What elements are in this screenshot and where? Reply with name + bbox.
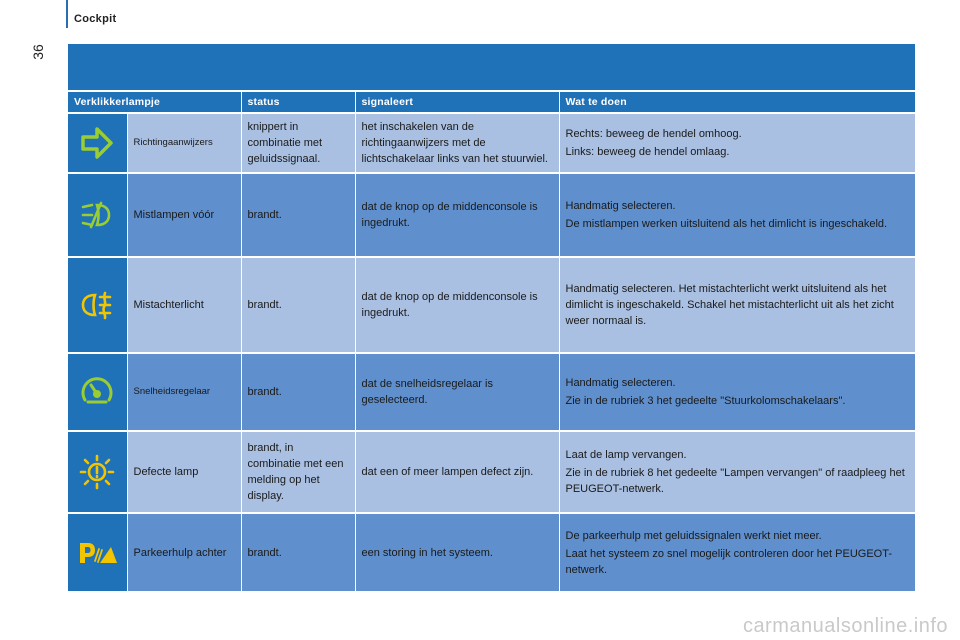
- table-row: [68, 431, 915, 513]
- lamp-status: brandt.: [241, 513, 355, 591]
- table-banner: [68, 44, 915, 90]
- lamp-status: brandt.: [241, 353, 355, 431]
- parking-sensor-fault-icon: [75, 533, 119, 573]
- page-number: 36: [29, 44, 46, 60]
- table-header-row: [68, 91, 915, 113]
- lamp-status: brandt.: [241, 257, 355, 353]
- lamp-signals: dat een of meer lampen defect zijn.: [355, 431, 559, 513]
- action-line: Handmatig selecteren.: [565, 200, 676, 212]
- col-header-lamp: Verklikkerlampje: [68, 91, 241, 113]
- lamp-name: Parkeerhulp achter: [127, 513, 241, 591]
- table-row: [68, 513, 915, 591]
- action-line: Laat het systeem zo snel mogelijk controleren door het PEUGEOT-netwerk.: [565, 547, 892, 576]
- col-header-status: status: [241, 91, 355, 113]
- lamp-icon-cell: [68, 257, 127, 353]
- warning-lamp-table: [68, 90, 916, 591]
- lamp-icon-cell: [68, 513, 127, 591]
- table-row: [68, 257, 915, 353]
- cruise-control-icon: [77, 372, 117, 412]
- action-line: Laat de lamp vervangen.: [565, 449, 687, 461]
- action-line: Zie in de rubriek 3 het gedeelte "Stuurkolomschakelaars".: [565, 395, 846, 407]
- lamp-icon-cell: [68, 353, 127, 431]
- lamp-status: knippert in combinatie met geluidssignaal.: [241, 113, 355, 173]
- lamp-signals: dat de knop op de middenconsole is ingedrukt.: [355, 173, 559, 257]
- table-row: [68, 173, 915, 257]
- lamp-signals: dat de snelheidsregelaar is geselecteerd.: [355, 353, 559, 431]
- action-line: De parkeerhulp met geluidssignalen werkt niet meer.: [565, 529, 822, 542]
- action-line: Rechts: beweeg de hendel omhoog.: [565, 128, 742, 140]
- lamp-name: Defecte lamp: [127, 431, 241, 513]
- watermark: carmanualsonline.info: [742, 615, 948, 637]
- col-header-signals: signaleert: [355, 91, 559, 113]
- lamp-signals: het inschakelen van de richtingaanwijzers met de lichtschakelaar links van het stuurwiel.: [355, 113, 559, 173]
- lamp-status: brandt.: [241, 173, 355, 257]
- lamp-action: [559, 113, 915, 173]
- lamp-icon-cell: [68, 173, 127, 257]
- action-line: Handmatig selecteren. Het mistachterlicht werkt uitsluitend als het dimlicht is ingeschakeld. Schakel het mistachterlicht uit als het zicht weer normaal is.: [565, 283, 894, 327]
- section-title: Cockpit: [74, 13, 117, 25]
- lamp-action: [559, 173, 915, 257]
- action-line: De mistlampen werken uitsluitend als het dimlicht is ingeschakeld.: [565, 218, 888, 230]
- front-fog-lamp-icon: [77, 195, 117, 235]
- lamp-name: Richtingaanwijzers: [127, 113, 241, 173]
- lamp-signals: dat de knop op de middenconsole is ingedrukt.: [355, 257, 559, 353]
- direction-indicator-icon: [77, 123, 117, 163]
- lamp-name: Mistachterlicht: [127, 257, 241, 353]
- lamp-status: brandt, in combinatie met een melding op het display.: [241, 431, 355, 513]
- table-row: [68, 113, 915, 173]
- lamp-name: Mistlampen vóór: [127, 173, 241, 257]
- lamp-icon-cell: [68, 431, 127, 513]
- action-line: Zie in de rubriek 8 het gedeelte "Lampen vervangen" of raadpleeg het PEUGEOT-netwerk.: [565, 467, 905, 495]
- lamp-action: [559, 353, 915, 431]
- lamp-icon-cell: [68, 113, 127, 173]
- warning-lamp-table-wrap: [68, 44, 915, 591]
- page-rule: [66, 0, 68, 28]
- lamp-action: [559, 431, 915, 513]
- lamp-action: [559, 257, 915, 353]
- table-row: [68, 353, 915, 431]
- rear-fog-lamp-icon: [77, 285, 117, 325]
- col-header-action: Wat te doen: [559, 91, 915, 113]
- action-line: Links: beweeg de hendel omlaag.: [565, 146, 730, 158]
- lamp-action: [559, 513, 915, 591]
- lamp-name: Snelheidsregelaar: [127, 353, 241, 431]
- lamp-signals: een storing in het systeem.: [355, 513, 559, 591]
- action-line: Handmatig selecteren.: [565, 377, 676, 389]
- defective-lamp-icon: [77, 452, 117, 492]
